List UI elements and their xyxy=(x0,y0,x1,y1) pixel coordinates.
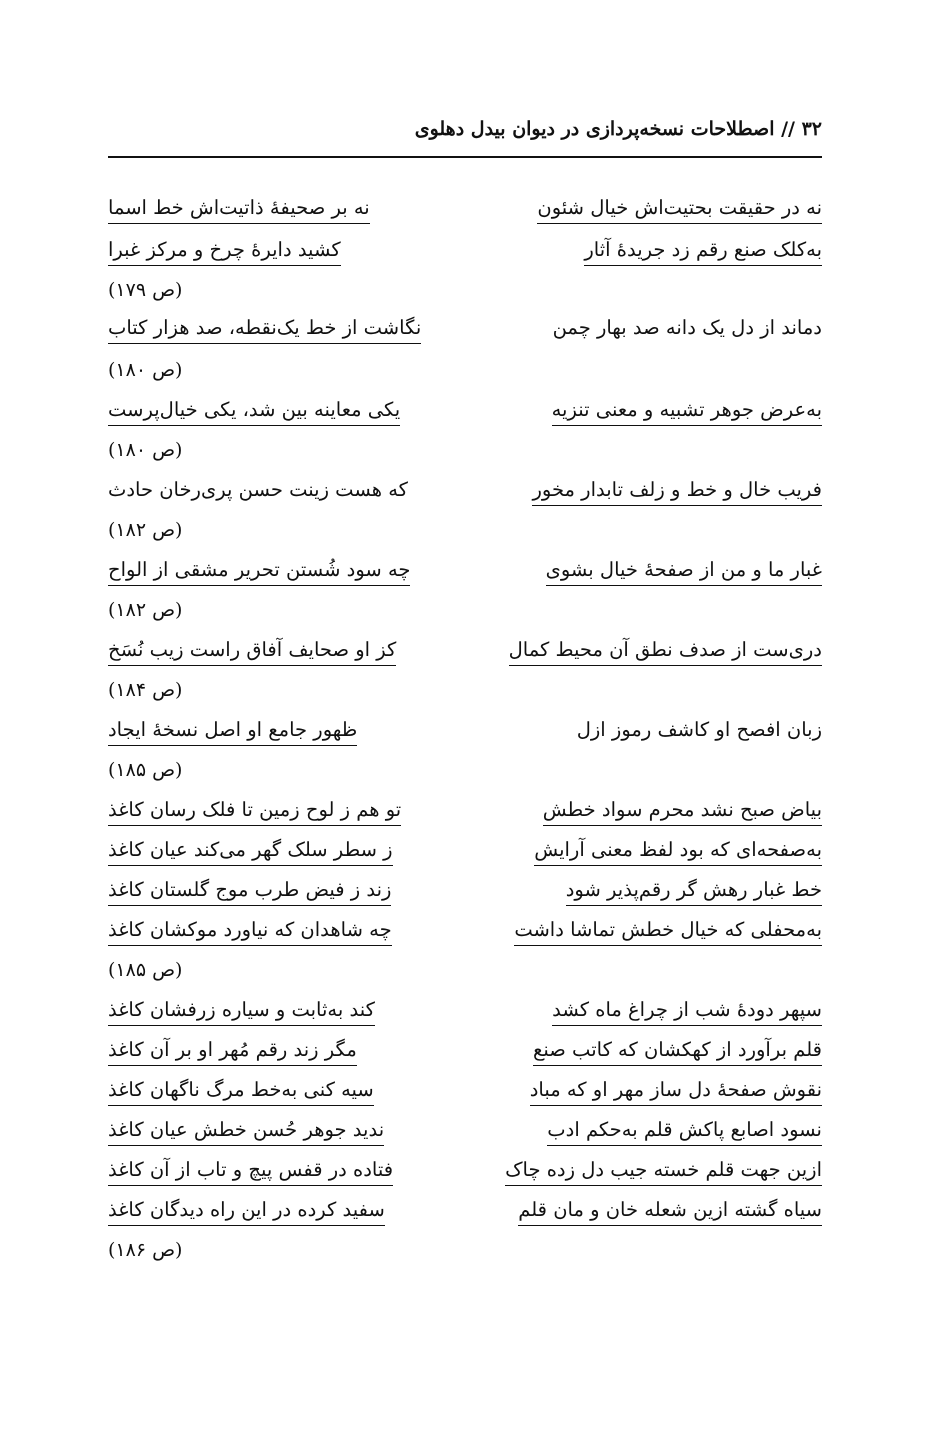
hemistich-first: به‌کلک صنع رقم زد جریدهٔ آثار xyxy=(584,230,822,270)
verse-row xyxy=(108,188,822,228)
hemistich-second: نگاشت از خط یک‌نقطه، صد هزار کتاب xyxy=(108,308,421,348)
hemistich-second: چه شاهدان که نیاورد موکشان کاغذ xyxy=(108,910,392,950)
verse-row xyxy=(108,1190,822,1230)
verse-row xyxy=(108,1110,822,1150)
hemistich-first: ازین جهت قلم خسته جیب دل زده چاک xyxy=(505,1150,822,1190)
hemistich-second: کز او صحایف آفاق راست زیب نُسَخ xyxy=(108,630,396,670)
verse-row xyxy=(108,230,822,270)
hemistich-second: فتاده در قفس پیچ و تاب از آن کاغذ xyxy=(108,1150,393,1190)
page-reference: (ص ۱۸۲) xyxy=(108,519,183,541)
hemistich-first: نسود اصابع پاکش قلم به‌حکم ادب xyxy=(547,1110,822,1150)
hemistich-second: که هست زینت حسن پری‌رخان حادث xyxy=(108,478,408,501)
hemistich-first: به‌محفلی که خیال خطش تماشا داشت xyxy=(514,910,822,950)
hemistich-second: ندید جوهر حُسن خطش عیان کاغذ xyxy=(108,1110,384,1150)
page-reference: (ص ۱۸۲) xyxy=(108,599,183,621)
page-reference-row xyxy=(108,510,822,550)
page-reference-row xyxy=(108,1230,822,1270)
page-reference: (ص ۱۸۰) xyxy=(108,359,183,381)
hemistich-second: تو هم ز لوح زمین تا فلک رسان کاغذ xyxy=(108,790,401,830)
hemistich-first: فریب خال و خط و زلف تابدار مخور xyxy=(532,470,822,510)
page-reference: (ص ۱۷۹) xyxy=(108,279,183,301)
hemistich-second: نه بر صحیفهٔ ذاتیت‌اش خط اسما xyxy=(108,188,370,228)
hemistich-second: زند ز فیض طرب موج گلستان کاغذ xyxy=(108,870,391,910)
hemistich-first: نه در حقیقت بحتیت‌اش خیال شئون xyxy=(537,188,822,228)
page-reference-row xyxy=(108,950,822,990)
verse-row xyxy=(108,1030,822,1070)
hemistich-first: قلم برآورد از کهکشان که کاتب صنع xyxy=(533,1030,822,1070)
verse-row xyxy=(108,990,822,1030)
verse-row xyxy=(108,630,822,670)
page-reference-row xyxy=(108,350,822,390)
hemistich-first: نقوش صفحهٔ دل ساز مهر او که مباد xyxy=(530,1070,822,1110)
verse-row xyxy=(108,470,822,510)
hemistich-first: به‌عرض جوهر تشبیه و معنی تنزیه xyxy=(552,390,822,430)
verse-row xyxy=(108,390,822,430)
verse-row xyxy=(108,790,822,830)
hemistich-second: چه سود شُستن تحریر مشقی از الواح xyxy=(108,550,410,590)
verse-row xyxy=(108,830,822,870)
page-reference: (ص ۱۸۰) xyxy=(108,439,183,461)
hemistich-first: سپهر دودهٔ شب از چراغ ماه کشد xyxy=(552,990,822,1030)
page-reference-row xyxy=(108,750,822,790)
hemistich-second: کشید دایرهٔ چرخ و مرکز غبرا xyxy=(108,230,341,270)
hemistich-second: کند به‌ثابت و سیاره زرفشان کاغذ xyxy=(108,990,375,1030)
page-reference: (ص ۱۸۵) xyxy=(108,759,183,781)
verse-row xyxy=(108,550,822,590)
verse-row xyxy=(108,1070,822,1110)
hemistich-first: بیاض صبح نشد محرم سواد خطش xyxy=(543,790,822,830)
hemistich-first: خط غبار رهش گر رقم‌پذیر شود xyxy=(566,870,822,910)
hemistich-second: مگر زند رقم مُهر او بر آن کاغذ xyxy=(108,1030,357,1070)
verse-row xyxy=(108,870,822,910)
hemistich-second: ظهور جامع او اصل نسخهٔ ایجاد xyxy=(108,710,357,750)
hemistich-second: ز سطر سلک گهر می‌کند عیان کاغذ xyxy=(108,830,393,870)
hemistich-first: سیاه گشته ازین شعله خان و مان قلم xyxy=(518,1190,822,1230)
page-reference-row xyxy=(108,670,822,710)
verse-row xyxy=(108,710,822,750)
hemistich-first: دماند از دل یک دانه صد بهار چمن xyxy=(552,316,822,339)
page-reference-row xyxy=(108,430,822,470)
hemistich-first: غبار ما و من از صفحهٔ خیال بشوی xyxy=(546,550,822,590)
hemistich-first: دری‌ست از صدف نطق آن محیط کمال xyxy=(509,630,822,670)
header-rule xyxy=(108,156,822,158)
page-reference: (ص ۱۸۶) xyxy=(108,1239,183,1261)
hemistich-second: یکی معاینه بین شد، یکی خیال‌پرست xyxy=(108,390,400,430)
verse-row xyxy=(108,910,822,950)
page-header: ۳۲ // اصطلاحات نسخه‌پردازی در دیوان بیدل دهلوی xyxy=(414,118,822,140)
verse-row xyxy=(108,308,822,348)
verse-row xyxy=(108,1150,822,1190)
hemistich-second: سفید کرده در این راه دیدگان کاغذ xyxy=(108,1190,385,1230)
page-reference: (ص ۱۸۵) xyxy=(108,959,183,981)
page-reference-row xyxy=(108,590,822,630)
page-reference: (ص ۱۸۴) xyxy=(108,679,183,701)
hemistich-second: سیه کنی به‌خط مرگ ناگهان کاغذ xyxy=(108,1070,374,1110)
hemistich-first: به‌صفحه‌ای که بود لفظ معنی آرایش xyxy=(534,830,822,870)
hemistich-first: زبان افصح او کاشف رموز ازل xyxy=(576,718,822,741)
page-reference-row xyxy=(108,270,822,310)
